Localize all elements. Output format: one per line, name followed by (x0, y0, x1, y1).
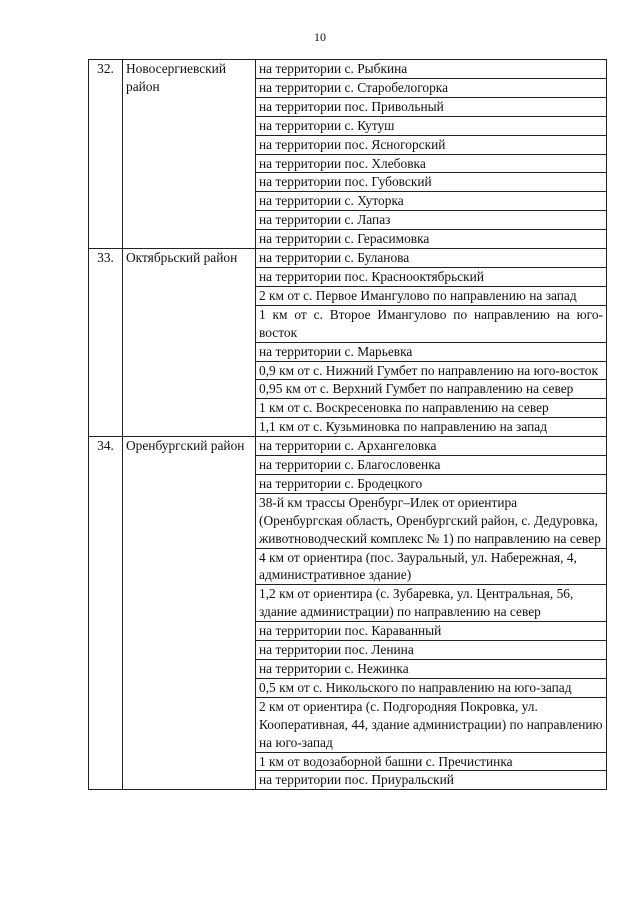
location-cell: на территории пос. Ленина (256, 641, 607, 660)
location-cell: на территории с. Бродецкого (256, 474, 607, 493)
location-cell: 1,2 км от ориентира (с. Зубаревка, ул. Центральная, 56, здание администрации) по направлению на север (256, 585, 607, 622)
location-cell: 1 км от водозаборной башни с. Пречистинка (256, 752, 607, 771)
location-cell: на территории с. Кутуш (256, 116, 607, 135)
district-name: Оренбургский район (123, 437, 256, 790)
row-number: 34. (89, 437, 123, 790)
location-cell: на территории пос. Ясногорский (256, 135, 607, 154)
district-name: Октябрьский район (123, 249, 256, 437)
page-number: 10 (314, 30, 326, 44)
location-cell: на территории с. Марьевка (256, 342, 607, 361)
location-cell: 1,1 км от с. Кузьминовка по направлению на запад (256, 418, 607, 437)
district-name: Новосергиевский район (123, 60, 256, 249)
location-cell: 4 км от ориентира (пос. Зауральный, ул. Набережная, 4, административное здание) (256, 548, 607, 585)
location-cell: 2 км от ориентира (с. Подгородняя Покровка, ул. Кооперативная, 44, здание администрации) по направлению на юго-запад (256, 697, 607, 752)
location-cell: на территории с. Хуторка (256, 192, 607, 211)
location-cell: на территории пос. Караванный (256, 622, 607, 641)
location-cell: 0,5 км от с. Никольского по направлению на юго-запад (256, 678, 607, 697)
location-cell: на территории с. Архангеловка (256, 437, 607, 456)
location-cell: на территории пос. Привольный (256, 97, 607, 116)
location-cell: на территории с. Благословенка (256, 456, 607, 475)
location-cell: на территории с. Буланова (256, 249, 607, 268)
location-cell: на территории пос. Приуральский (256, 771, 607, 790)
location-cell: на территории с. Герасимовка (256, 230, 607, 249)
location-cell: на территории с. Лапаз (256, 211, 607, 230)
row-number: 33. (89, 249, 123, 437)
location-cell: 2 км от с. Первое Имангулово по направлению на запад (256, 286, 607, 305)
table-row (89, 437, 607, 456)
location-cell: 0,9 км от с. Нижний Гумбет по направлению на юго-восток (256, 361, 607, 380)
location-cell: на территории пос. Губовский (256, 173, 607, 192)
location-cell: 38-й км трассы Оренбург–Илек от ориентира (Оренбургская область, Оренбургский район, с. Дедуровка, животноводческий комплекс № 1) по направлению на север (256, 493, 607, 548)
location-cell: на территории с. Старобелогорка (256, 78, 607, 97)
location-cell: 0,95 км от с. Верхний Гумбет по направлению на север (256, 380, 607, 399)
location-cell: 1 км от с. Воскресеновка по направлению на север (256, 399, 607, 418)
location-cell: на территории пос. Хлебовка (256, 154, 607, 173)
row-number: 32. (89, 60, 123, 249)
location-cell: на территории с. Рыбкина (256, 60, 607, 79)
table-row (89, 249, 607, 268)
location-cell: на территории с. Нежинка (256, 660, 607, 679)
table-row (89, 60, 607, 79)
location-cell: на территории пос. Краснооктябрьский (256, 267, 607, 286)
districts-table (88, 59, 607, 790)
location-cell: 1 км от с. Второе Имангулово по направлению на юго-восток (256, 305, 607, 342)
